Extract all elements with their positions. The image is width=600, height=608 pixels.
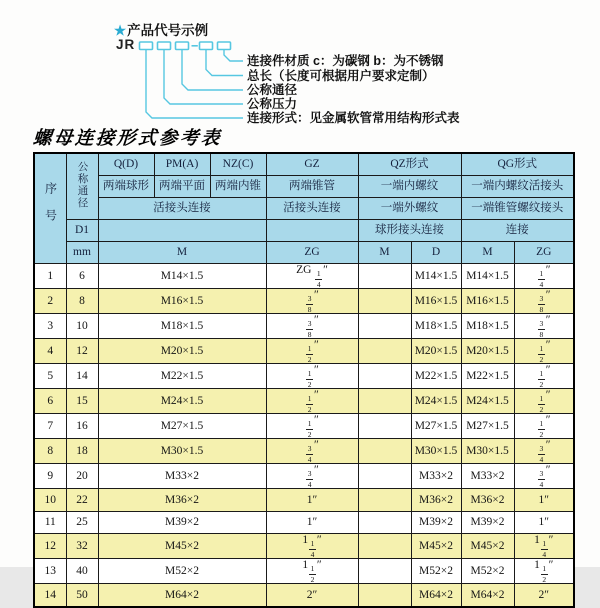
header-form-gz: GZ — [266, 153, 358, 176]
star-icon: ★ — [114, 23, 127, 38]
table-row — [34, 559, 574, 584]
code-box-5 — [218, 42, 231, 50]
fraction: $\frac{1}{2}$ — [539, 344, 544, 364]
fraction: $\frac{1}{2}$ — [539, 369, 544, 389]
table-row — [34, 489, 574, 512]
table-row — [34, 414, 574, 439]
table-cell — [358, 364, 411, 389]
header-blank-m — [98, 220, 266, 242]
table-cell: 9 — [34, 464, 66, 489]
header-desc-qg: 一端内螺纹活接头 — [461, 176, 574, 198]
table-cell: M22×1.5 — [98, 364, 266, 389]
table-title: 螺母连接形式参考表 — [32, 129, 223, 149]
fraction: $\frac{1}{4}$ — [542, 539, 547, 559]
table-cell: 16 — [66, 414, 98, 439]
table-cell: M27×1.5 — [461, 414, 514, 439]
table-cell: 32 — [66, 534, 98, 559]
table-cell: M39×2 — [411, 511, 461, 534]
table-cell: 6 — [34, 389, 66, 414]
table-cell — [358, 389, 411, 414]
table-cell: M52×2 — [411, 559, 461, 584]
table-row — [34, 511, 574, 534]
callout-material: 连接件材质 c：为碳钢 b：为不锈钢 — [247, 54, 444, 68]
table-cell: M27×1.5 — [98, 414, 266, 439]
table-cell: M16×1.5 — [411, 289, 461, 314]
fraction: $\frac{3}{4}$ — [307, 444, 312, 464]
table-cell: 1 — [34, 264, 66, 289]
header-unit-qz-d: D — [411, 242, 461, 264]
header-unit-qg-m: M — [461, 242, 514, 264]
table-cell: M20×1.5 — [411, 339, 461, 364]
table-cell: 8 — [66, 289, 98, 314]
table-cell: $\frac{1}{2}$ ″ — [266, 414, 358, 439]
table-cell: M52×2 — [461, 559, 514, 584]
table-cell: M64×2 — [411, 584, 461, 607]
code-boxes — [140, 42, 231, 50]
table-cell: M64×2 — [461, 584, 514, 607]
table-cell: $\frac{1}{2}$ ″ — [514, 414, 574, 439]
table-cell: $\frac{1}{2}$ ″ — [514, 364, 574, 389]
header-row-desc1 — [34, 176, 574, 198]
table-cell: 1″ — [514, 511, 574, 534]
code-box-2 — [158, 42, 171, 50]
fraction: $\frac{1}{2}$ — [539, 419, 544, 439]
table-cell: 11 — [34, 511, 66, 534]
table-cell: M16×1.5 — [98, 289, 266, 314]
table-cell: 12 — [34, 534, 66, 559]
table-cell — [358, 264, 411, 289]
table-row — [34, 439, 574, 464]
table-cell: $\frac{3}{8}$ ″ — [514, 289, 574, 314]
table-cell: $\frac{3}{8}$ ″ — [266, 289, 358, 314]
table-cell: 8 — [34, 439, 66, 464]
table-cell: M33×2 — [98, 464, 266, 489]
table-cell: 3 — [34, 314, 66, 339]
table-cell — [358, 414, 411, 439]
header-unit-qg-zg: ZG — [514, 242, 574, 264]
table-cell — [358, 534, 411, 559]
table-cell: 1 $\frac{1}{4}$ ″ — [266, 534, 358, 559]
table-cell: M45×2 — [411, 534, 461, 559]
nut-connection-table — [33, 152, 575, 608]
table-cell: M52×2 — [98, 559, 266, 584]
table-cell — [358, 559, 411, 584]
table-cell: $\frac{3}{4}$ ″ — [266, 439, 358, 464]
fraction: $\frac{1}{2}$ — [307, 419, 312, 439]
header-dn — [66, 153, 98, 220]
callout-pressure: 公称压力 — [247, 97, 298, 111]
table-row — [34, 264, 574, 289]
table-cell: 1″ — [266, 511, 358, 534]
table-cell: $\frac{1}{2}$ ″ — [514, 339, 574, 364]
header-seq-label: 序号 — [43, 181, 58, 236]
callout-line-material — [224, 50, 243, 62]
table-cell: 4 — [34, 339, 66, 364]
table-cell: $\frac{3}{4}$ ″ — [514, 464, 574, 489]
header-seq — [34, 153, 66, 264]
table-cell: M24×1.5 — [98, 389, 266, 414]
table-cell: 20 — [66, 464, 98, 489]
fraction: $\frac{1}{2}$ — [539, 394, 544, 414]
table-cell: M36×2 — [411, 489, 461, 512]
table-cell — [358, 339, 411, 364]
header-dn-label: 公称通径 — [76, 160, 88, 209]
table-cell: 5 — [34, 364, 66, 389]
table-cell: 2″ — [514, 584, 574, 607]
table-cell: M30×1.5 — [411, 439, 461, 464]
fraction: $\frac{1}{4}$ — [310, 539, 315, 559]
table-row — [34, 584, 574, 607]
table-cell: M45×2 — [461, 534, 514, 559]
table-cell: M24×1.5 — [461, 389, 514, 414]
header-desc-nzc: 两端内锥 — [210, 176, 266, 198]
fraction: $\frac{1}{4}$ — [539, 269, 544, 289]
table-row — [34, 339, 574, 364]
table-cell: M45×2 — [98, 534, 266, 559]
header-desc-qz: 一端内螺纹 — [358, 176, 461, 198]
table-cell: $\frac{3}{8}$ ″ — [514, 314, 574, 339]
table-cell — [358, 584, 411, 607]
table-cell: 40 — [66, 559, 98, 584]
header-desc-gz: 两端锥管 — [266, 176, 358, 198]
table-cell: M33×2 — [411, 464, 461, 489]
callout-lines — [146, 50, 243, 119]
table-cell: 25 — [66, 511, 98, 534]
table-cell: 10 — [66, 314, 98, 339]
code-box-3 — [176, 42, 189, 50]
table-cell: M14×1.5 — [98, 264, 266, 289]
header-mm: mm — [66, 242, 98, 264]
header-union-conn-gz: 活接头连接 — [266, 198, 358, 220]
table-row — [34, 314, 574, 339]
header-form-nzc: NZ(C) — [210, 153, 266, 176]
fraction: $\frac{3}{4}$ — [539, 469, 544, 489]
table-cell: ZG $\frac{1}{4}$ ″ — [266, 264, 358, 289]
header-union-conn: 活接头连接 — [98, 198, 266, 220]
table-cell: $\frac{3}{4}$ ″ — [514, 439, 574, 464]
callout-line-pressure — [164, 50, 243, 105]
table-cell: M24×1.5 — [411, 389, 461, 414]
table-cell: M33×2 — [461, 464, 514, 489]
header-form-qd: Q(D) — [98, 153, 154, 176]
table-cell: M30×1.5 — [461, 439, 514, 464]
table-cell — [358, 511, 411, 534]
table-cell: 1″ — [266, 489, 358, 512]
header-row-forms — [34, 153, 574, 176]
table-cell: M36×2 — [461, 489, 514, 512]
table-cell: M30×1.5 — [98, 439, 266, 464]
code-prefix: JR — [116, 37, 136, 52]
table-cell: 1 $\frac{1}{4}$ ″ — [514, 534, 574, 559]
header-conn: 连接 — [461, 220, 574, 242]
table-row — [34, 289, 574, 314]
header-desc-qd: 两端球形 — [98, 176, 154, 198]
table-cell: $\frac{1}{2}$ ″ — [266, 389, 358, 414]
table-cell: M14×1.5 — [411, 264, 461, 289]
table-cell: M18×1.5 — [98, 314, 266, 339]
callout-diameter: 公称通径 — [247, 83, 298, 97]
header-desc-pma: 两端平面 — [154, 176, 210, 198]
table-cell: 15 — [66, 389, 98, 414]
table-row — [34, 389, 574, 414]
table-cell — [358, 314, 411, 339]
fraction: $\frac{1}{2}$ — [307, 344, 312, 364]
table-cell: $\frac{1}{2}$ ″ — [266, 339, 358, 364]
table-cell: 22 — [66, 489, 98, 512]
table-cell — [358, 439, 411, 464]
table-cell: 14 — [66, 364, 98, 389]
table-cell: M27×1.5 — [411, 414, 461, 439]
diagram-title — [114, 19, 208, 39]
table-cell: 13 — [34, 559, 66, 584]
code-box-1 — [140, 42, 153, 50]
fraction: $\frac{1}{2}$ — [310, 564, 315, 584]
fraction: $\frac{1}{2}$ — [307, 394, 312, 414]
table-row — [34, 464, 574, 489]
table-cell: 10 — [34, 489, 66, 512]
callout-line-diameter — [182, 50, 243, 91]
code-box-4 — [200, 42, 213, 50]
header-unit-qz-m: M — [358, 242, 411, 264]
fraction: $\frac{3}{4}$ — [307, 469, 312, 489]
header-unit-zg: ZG — [266, 242, 358, 264]
header-form-qg: QG形式 — [461, 153, 574, 176]
table-cell — [358, 489, 411, 512]
table-cell: M22×1.5 — [411, 364, 461, 389]
diagram-title-text: 产品代号示例 — [127, 23, 209, 38]
callout-length: 总长（长度可根据用户要求定制） — [247, 68, 435, 83]
header-ext-thread: 一端外螺纹 — [358, 198, 461, 220]
table-cell: 14 — [34, 584, 66, 607]
fraction: $\frac{1}{4}$ — [316, 269, 321, 289]
header-d1: D1 — [66, 220, 98, 242]
table-cell: 1 $\frac{1}{2}$ ″ — [266, 559, 358, 584]
table-cell: $\frac{3}{4}$ ″ — [266, 464, 358, 489]
table-cell: 6 — [66, 264, 98, 289]
table-cell: 1″ — [514, 489, 574, 512]
table-cell: M18×1.5 — [411, 314, 461, 339]
table-cell: M22×1.5 — [461, 364, 514, 389]
table-cell: 50 — [66, 584, 98, 607]
header-taper-thread: 一端锥管螺纹接头 — [461, 198, 574, 220]
table-cell: 7 — [34, 414, 66, 439]
table-cell: 2″ — [266, 584, 358, 607]
fraction: $\frac{1}{2}$ — [307, 369, 312, 389]
table-cell: 12 — [66, 339, 98, 364]
header-row-units — [34, 242, 574, 264]
fraction: $\frac{1}{2}$ — [542, 564, 547, 584]
table-cell: M14×1.5 — [461, 264, 514, 289]
table-cell: $\frac{1}{2}$ ″ — [266, 364, 358, 389]
table-row — [34, 534, 574, 559]
table-cell: M39×2 — [98, 511, 266, 534]
fraction: $\frac{3}{8}$ — [539, 319, 544, 339]
header-row-d1 — [34, 220, 574, 242]
table-cell: 18 — [66, 439, 98, 464]
table-cell: M36×2 — [98, 489, 266, 512]
table-cell — [358, 289, 411, 314]
header-blank-gz — [266, 220, 358, 242]
fraction: $\frac{3}{4}$ — [539, 444, 544, 464]
table-cell: $\frac{1}{4}$ ″ — [514, 264, 574, 289]
table-cell: M18×1.5 — [461, 314, 514, 339]
table-cell: M39×2 — [461, 511, 514, 534]
header-ball-joint-conn: 球形接头连接 — [358, 220, 461, 242]
table-header — [34, 153, 574, 264]
header-unit-m: M — [98, 242, 266, 264]
callout-form: 连接形式：见金属软管常用结构形式表 — [247, 111, 460, 125]
header-form-qz: QZ形式 — [358, 153, 461, 176]
table-body — [34, 264, 574, 607]
fraction: $\frac{3}{8}$ — [307, 294, 312, 314]
table-cell — [358, 464, 411, 489]
table-cell: M64×2 — [98, 584, 266, 607]
fraction: $\frac{3}{8}$ — [307, 319, 312, 339]
table-cell: M20×1.5 — [98, 339, 266, 364]
fraction: $\frac{3}{8}$ — [539, 294, 544, 314]
table-row — [34, 364, 574, 389]
table-cell: $\frac{3}{8}$ ″ — [266, 314, 358, 339]
header-row-desc2 — [34, 198, 574, 220]
table-cell: M20×1.5 — [461, 339, 514, 364]
table-cell: 2 — [34, 289, 66, 314]
table-cell: M16×1.5 — [461, 289, 514, 314]
table-cell: 1 $\frac{1}{2}$ ″ — [514, 559, 574, 584]
header-form-pma: PM(A) — [154, 153, 210, 176]
table-cell: $\frac{1}{2}$ ″ — [514, 389, 574, 414]
